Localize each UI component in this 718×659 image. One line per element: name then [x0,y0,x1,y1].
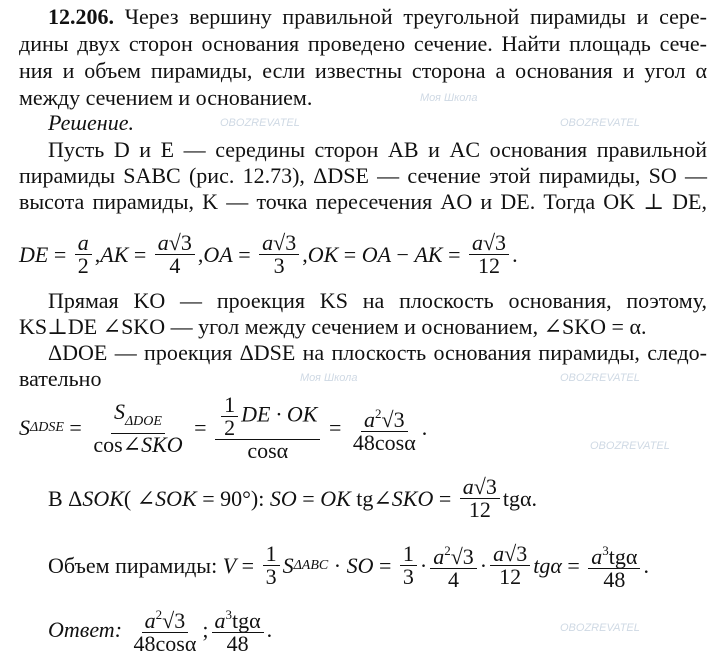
formula-text: S [19,415,30,440]
formula-text: = [338,241,362,267]
superscript: 2 [444,543,451,558]
fraction [221,394,238,439]
numerator [400,543,417,566]
formula-text: . [266,616,273,642]
denominator [263,566,280,588]
fraction [490,543,530,588]
subscript: ΔABC [293,557,329,573]
formula-text: a [364,406,376,432]
problem-line-4: между сечением и основанием. [19,85,313,110]
problem-text: Через вершину правильной треугольной пирамиды и сере- [124,4,708,29]
formula-lengths [19,232,518,277]
denominator [271,255,288,277]
formula-text: ( [123,485,137,511]
formula-text: = [323,415,347,440]
denominator [496,566,524,588]
formula-text: OK [307,241,339,267]
denominator [466,499,494,521]
formula-text: = [236,552,260,578]
formula-text: = [128,241,152,267]
formula-text: 4 [169,253,181,278]
formula-text: tgα [608,544,638,569]
watermark: Моя Школа [300,372,358,384]
numerator [142,604,189,633]
fraction [90,398,185,457]
formula-text: , [94,241,101,267]
formula-text: 1 [224,392,236,417]
numerator [259,232,299,255]
problem-line-2: дины двух сторон основания проведено сечение. Найти площадь сече- [19,31,707,56]
formula-text: 3 [402,564,414,589]
formula-text: , [197,241,204,267]
formula-text: = 90°): [196,485,270,511]
numerator [111,398,165,434]
denominator [350,429,419,455]
formula-text: Объем пирамиды: [48,552,223,578]
formula-text: √3 [450,544,474,569]
formula-text: OK [320,485,351,511]
watermark: OBOZREVATEL [560,622,640,634]
numerator [430,540,477,569]
fraction [588,540,640,591]
formula-text: − [391,241,415,267]
formula-text: √3 [482,230,507,255]
formula-text: · [419,552,428,578]
formula-text: 12 [478,253,501,278]
formula-text: 1 [402,541,414,566]
subscript: ΔDOE [124,413,162,429]
denominator [445,569,462,591]
solution-line: ΔDOE — проекция ΔDSE на плоскость основания пирамиды, следо- [48,340,707,365]
formula-text: = [442,241,466,267]
numerator [155,232,195,255]
subscript: ΔDSE [30,420,64,435]
formula-text: . [643,552,649,578]
solution-line: вательно [19,366,102,391]
formula-text: 2 [224,415,236,440]
formula-text: a [214,608,226,633]
formula-text: cosα [247,438,289,463]
formula-text: , [302,241,308,267]
formula-text: DE [19,241,49,267]
fraction [155,232,195,277]
superscript: 3 [602,543,609,558]
formula-text: 3 [273,253,285,278]
solution-line: Прямая KO — проекция KS на плоскость основания, поэтому, [48,288,707,313]
formula-text: tgα [533,552,562,578]
denominator [600,569,628,591]
fraction [75,232,92,277]
formula-text: a [433,544,445,569]
formula-text: 1 [265,541,277,566]
formula-text: tgα. [502,485,538,511]
watermark: OBOZREVATEL [590,440,670,452]
formula-answer [48,604,272,655]
solution-line: пирамиды SABC (рис. 12.73), ΔDSE — сечение этой пирамиды, SO — [19,163,707,188]
formula-text: OA [361,241,392,267]
formula-text: 2 [77,253,89,278]
formula-text: AK [414,241,443,267]
numerator [263,543,280,566]
formula-text: = [561,552,586,578]
formula-text: ∠SOK [136,485,197,511]
numerator [469,232,509,255]
fraction [212,604,264,655]
formula-text: = [48,241,72,267]
formula-text: a [591,544,603,569]
denominator [475,255,503,277]
numerator [215,394,320,440]
denominator [166,255,183,277]
watermark: OBOZREVATEL [560,117,640,129]
formula-text: √3 [168,230,192,255]
formula-text: tgα [232,608,261,633]
formula-text: 12 [468,497,491,522]
formula-text: = [296,485,321,511]
formula-text: √3 [504,541,528,566]
denominator [400,566,417,588]
formula-text: √3 [473,474,497,499]
fraction [263,543,280,588]
formula-text: = [188,415,213,440]
formula-text: 48cosα [352,429,416,455]
superscript: 2 [375,405,382,421]
formula-text: √3 [273,230,297,255]
formula-text: a [144,608,156,633]
fraction [131,604,200,655]
formula-text: SO [346,552,374,578]
fraction [400,543,417,588]
formula-text: S [113,398,125,424]
formula-text: · [328,552,347,578]
formula-text: SO [269,485,297,511]
formula-text: 4 [448,567,459,592]
formula-text: ∠SKO [122,431,183,457]
denominator [244,440,291,462]
numerator [221,394,238,417]
formula-text: √3 [381,406,405,432]
numerator [460,476,500,499]
formula-text: . [421,415,428,440]
formula-text: S [282,552,294,578]
watermark: OBOZREVATEL [220,117,300,129]
formula-text: a [493,541,505,566]
superscript: 3 [225,607,232,622]
formula-text: a [77,230,89,255]
denominator [75,255,92,277]
fraction [350,403,419,454]
numerator [212,604,264,633]
watermark: OBOZREVATEL [560,372,640,384]
problem-line-1 [48,4,707,30]
formula-text: ; [202,616,209,642]
formula-text: · [479,552,488,578]
formula-text: ∠SKO [373,485,434,511]
solution-label: Решение. [48,110,134,135]
fraction [215,394,320,462]
formula-text: 3 [265,564,277,589]
superscript: 2 [155,607,163,622]
fraction [469,232,509,277]
problem-line-3: ния и объем пирамиды, если известны сторона a основания и угол α [19,58,707,83]
numerator [75,232,92,255]
formula-text: = [373,552,397,578]
numerator [361,403,408,432]
fraction [259,232,299,277]
formula-area [19,394,427,462]
numerator [490,543,530,566]
problem-number: 12.206. [48,4,114,29]
formula-text: 48cosα [133,631,197,656]
denominator [224,633,252,655]
watermark: Моя Школа [420,92,478,104]
formula-text: Ответ: [48,616,128,642]
formula-text: В Δ [48,485,83,511]
fraction [430,540,477,591]
formula-text: SOK [82,485,124,511]
formula-text: tg [350,485,374,511]
formula-text: = [232,241,257,267]
formula-volume [48,540,649,591]
formula-text: = [63,415,88,440]
formula-text: AK [100,241,129,267]
solution-line: KS⊥DE ∠SKO — угол между сечением и основанием, ∠SKO = α. [19,314,647,339]
formula-text: V [222,552,237,578]
formula-text: OA [203,241,233,267]
formula-text: a [262,230,274,255]
formula-text: . [512,241,518,267]
formula-text: 48 [603,567,626,592]
formula-height [48,476,537,521]
formula-text: a [462,474,474,499]
denominator [90,431,185,457]
formula-text: 12 [499,564,522,589]
formula-text: DE · OK [241,401,318,427]
solution-line: Пусть D и E — середины сторон AB и AC основания правильной [48,137,707,162]
formula-text: cos [93,431,123,457]
formula-text: √3 [162,608,186,633]
formula-text: = [433,485,457,511]
fraction [460,476,500,521]
formula-text: a [471,230,483,255]
denominator [221,417,238,439]
numerator [588,540,640,569]
denominator [131,633,200,655]
formula-text: a [157,230,169,255]
formula-text: 48 [226,631,249,656]
solution-line: высота пирамиды, K — точка пересечения AO и DE. Тогда OK ⊥ DE, [19,189,707,214]
